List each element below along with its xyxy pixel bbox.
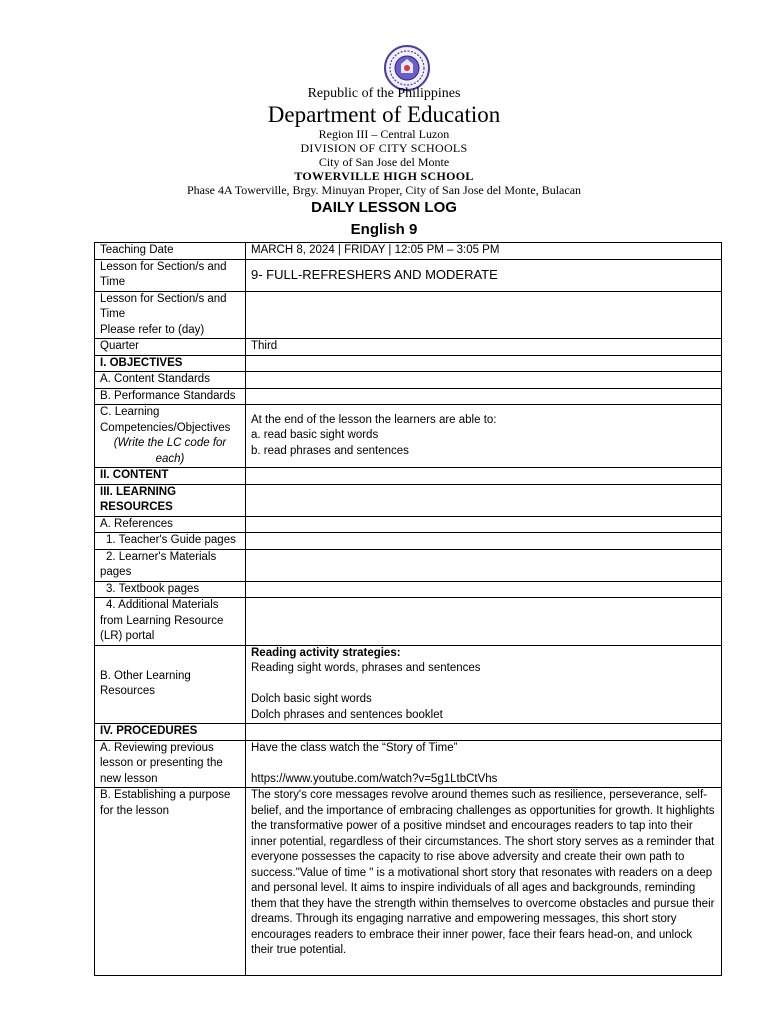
procedures-heading: IV. PROCEDURES	[95, 724, 246, 741]
references-value	[246, 516, 722, 533]
objectives-value	[246, 355, 722, 372]
other-resources-line2: Dolch basic sight words	[251, 693, 372, 705]
table-row	[95, 549, 722, 581]
other-resources-line3: Dolch phrases and sentences booklet	[251, 708, 443, 721]
table-row	[95, 339, 722, 356]
performance-standards-label: B. Performance Standards	[95, 388, 246, 405]
lesson-section2-label	[95, 291, 246, 339]
school-name: TOWERVILLE HIGH SCHOOL	[294, 169, 474, 183]
table-row	[95, 468, 722, 485]
school-address: Phase 4A Towerville, Brgy. Minuyan Proper, City of San Jose del Monte, Bulacan	[186, 183, 582, 197]
additional-materials-label: 4. Additional Materials from Learning Resource (LR) portal	[95, 598, 246, 646]
table-row	[95, 405, 722, 468]
spacer	[251, 677, 716, 693]
learners-materials-value	[246, 549, 722, 581]
learning-competency-b: b. read phrases and sentences	[251, 444, 409, 457]
resources-heading: III. LEARNING RESOURCES	[95, 484, 246, 516]
teaching-date-label: Teaching Date	[95, 243, 246, 260]
other-resources-heading: Reading activity strategies:	[251, 646, 401, 659]
reviewing-link[interactable]: https://www.youtube.com/watch?v=5g1LtbCtVhs	[251, 772, 498, 785]
table-row	[95, 581, 722, 598]
document-title: DAILY LESSON LOG	[311, 199, 457, 216]
region-heading: Region III – Central Luzon	[318, 127, 450, 141]
spacer	[251, 756, 716, 772]
teachers-guide-label: 1. Teacher's Guide pages	[95, 533, 246, 550]
purpose-value	[246, 788, 722, 976]
table-row	[95, 645, 722, 724]
resources-value	[246, 484, 722, 516]
table-row	[95, 259, 722, 291]
table-row	[95, 598, 722, 646]
learning-competencies-intro: At the end of the lesson the learners are able to:	[251, 413, 497, 426]
table-row	[95, 484, 722, 516]
procedures-value	[246, 724, 722, 741]
content-standards-value	[246, 372, 722, 389]
textbook-label: 3. Textbook pages	[95, 581, 246, 598]
lesson-section2-label-line1: Lesson for Section/s and Time	[100, 292, 227, 320]
table-row	[95, 355, 722, 372]
department-heading: Department of Education	[267, 102, 501, 127]
other-resources-line1: Reading sight words, phrases and sentences	[251, 662, 481, 674]
division-heading: DIVISION OF CITY SCHOOLS	[300, 141, 468, 155]
table-row	[95, 291, 722, 339]
lesson-log-table	[94, 242, 722, 976]
deped-seal-icon	[383, 44, 431, 92]
reviewing-text: Have the class watch the “Story of Time”	[251, 741, 458, 754]
teachers-guide-value	[246, 533, 722, 550]
learning-competencies-label	[95, 405, 246, 468]
references-label: A. References	[95, 516, 246, 533]
content-heading: II. CONTENT	[95, 468, 246, 485]
teaching-date-value: MARCH 8, 2024 | FRIDAY | 12:05 PM – 3:05 PM	[246, 243, 722, 260]
learning-competencies-value	[246, 405, 722, 468]
reviewing-value	[246, 740, 722, 788]
purpose-label: B. Establishing a purpose for the lesson	[95, 788, 246, 976]
content-standards-label: A. Content Standards	[95, 372, 246, 389]
lesson-section2-value	[246, 291, 722, 339]
learning-competency-a: a. read basic sight words	[251, 429, 379, 442]
quarter-value: Third	[246, 339, 722, 356]
quarter-label: Quarter	[95, 339, 246, 356]
purpose-text: The story's core messages revolve around themes such as resilience, perseverance, self-belief, and the importance of embracing challenges as opportunities for growth. It highlights the transformative power of a positive mindset and encourages readers to tap into their inner potential, regardless of their circumstances. The short story serves as a reminder that everyone possesses the capacity to rise above adversity and create their own path to success."Value of time " is a motivational short story that resonates with readers on a deep and personal level. It aims to inspire individuals of all ages and backgrounds, reminding them that they have the strength within themselves to overcome obstacles and pursue their dreams. Through its engaging narrative and empowering messages, this short story encourages readers to embrace their inner power, face their fears head-on, and unlock their true potential.	[251, 789, 715, 956]
learning-competencies-title: C. Learning Competencies/Objectives	[100, 406, 231, 434]
other-resources-label: B. Other Learning Resources	[95, 645, 246, 724]
content-value	[246, 468, 722, 485]
city-heading: City of San Jose del Monte	[318, 155, 450, 169]
republic-heading: Republic of the Philippines	[307, 86, 461, 101]
other-resources-value	[246, 645, 722, 724]
textbook-value	[246, 581, 722, 598]
performance-standards-value	[246, 388, 722, 405]
lesson-section2-label-line2: Please refer to (day)	[100, 323, 205, 336]
learners-materials-label: 2. Learner's Materials pages	[95, 549, 246, 581]
table-row	[95, 372, 722, 389]
reviewing-label: A. Reviewing previous lesson or presenting the new lesson	[95, 740, 246, 788]
lesson-section-value: 9- FULL-REFRESHERS AND MODERATE	[246, 259, 722, 291]
table-row	[95, 243, 722, 260]
additional-materials-value	[246, 598, 722, 646]
objectives-heading: I. OBJECTIVES	[95, 355, 246, 372]
subject-title: English 9	[350, 221, 418, 238]
lesson-section-label: Lesson for Section/s and Time	[95, 259, 246, 291]
table-row	[95, 533, 722, 550]
learning-competencies-note: (Write the LC code for each)	[113, 437, 227, 465]
table-row	[95, 740, 722, 788]
table-row	[95, 388, 722, 405]
table-row	[95, 516, 722, 533]
table-row	[95, 724, 722, 741]
table-row	[95, 788, 722, 976]
